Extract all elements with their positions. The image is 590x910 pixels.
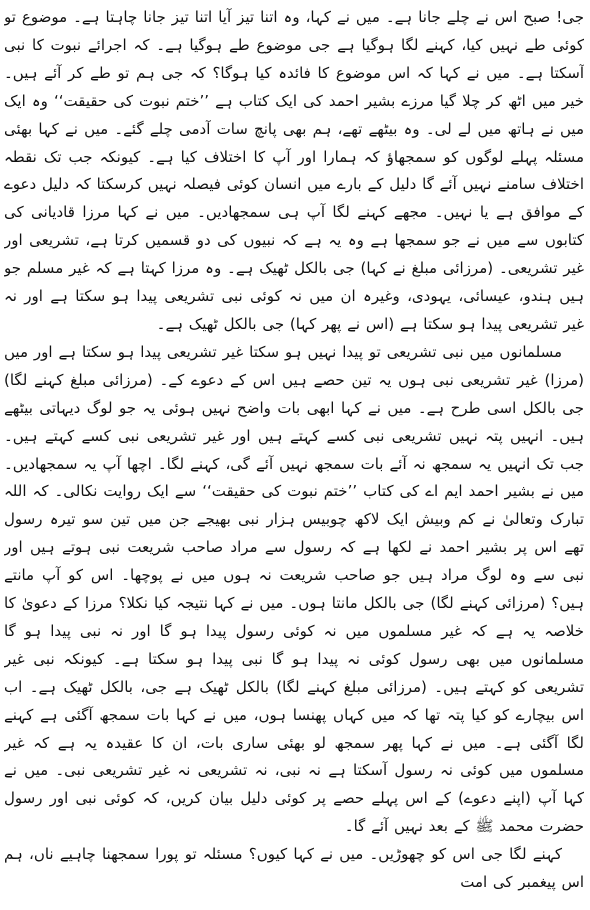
paragraph-1: جی! صبح اس نے چلے جانا ہے۔ میں نے کہا، وہ اتنا تیز آیا اتنا تیز جانا چاہتا ہے۔ موضوع تو کوئی طے نہیں کیا، کہنے لگا ہوگیا ہے جی موضوع طے ہوگیا ہے۔ کہ اجرائے نبوت کا نبی آسکتا ہے۔ میں نے کہا کہ اس موضوع کا فائدہ کیا ہوگا؟ کہ جی ہم تو طے کر آئے ہیں۔ خیر میں اٹھ کر چلا گیا مرزے بشیر احمد کی ایک کتاب ہے ’’ختم نبوت کی حقیقت‘‘ وہ ایک میں نے ہاتھ میں لے لی۔ وہ بیٹھے تھے، ہم بھی پانچ سات آدمی چلے گئے۔ میں نے کہا بھئی مسئلہ پہلے لوگوں کو سمجھاؤ کہ ہمارا اور آپ کا اختلاف کیا ہے۔ کیونکہ جب تک نقطہ اختلاف سامنے نہیں آئے گا دلیل کے بارے میں انسان کوئی فیصلہ نہیں کرسکتا کہ دلیل دعوے کے موافق ہے یا نہیں۔ مجھے کہنے لگا آپ ہی سمجھادیں۔ میں نے کہا مرزا قادیانی کی کتابوں سے میں نے جو سمجھا ہے وہ یہ ہے کہ نبیوں کی دو قسمیں کرتا ہے، تشریعی اور غیر تشریعی۔ (مرزائی مبلغ نے کہا) جی بالکل ٹھیک ہے۔ وہ مرزا کہتا ہے کہ غیر مسلم جو ہیں ہندو، عیسائی، یہودی، وغیرہ ان میں نہ کوئی نبی تشریعی پیدا ہو سکتا ہے اور نہ غیر تشریعی پیدا ہو سکتا ہے (اس نے پھر کہا) جی بالکل ٹھیک ہے۔ — [4, 8, 584, 333]
paragraph-3: کہنے لگا جی اس کو چھوڑیں۔ میں نے کہا کیوں؟ مسئلہ تو پورا سمجھنا چاہیے ناں، ہم اس پیغمبر کی امت — [4, 845, 584, 892]
document-page — [4, 4, 584, 906]
paragraph-2: مسلمانوں میں نبی تشریعی تو پیدا نہیں ہو سکتا غیر تشریعی پیدا ہو سکتا ہے اور میں (مرزا) غیر تشریعی نبی ہوں یہ تین حصے ہیں اس کے دعوے کے۔ (مرزائی مبلغ کہنے لگا) جی بالکل اسی طرح ہے۔ میں نے کہا ابھی بات واضح نہیں ہوئی یہ جو لوگ دیہاتی بیٹھے ہیں۔ انہیں پتہ نہیں تشریعی نبی کسے کہتے ہیں اور غیر تشریعی نبی کسے کہتے ہیں۔ جب تک انہیں یہ سمجھ نہ آئے بات سمجھ نہیں آئے گی، کہنے لگا۔ اچھا آپ یہ سمجھادیں۔ میں نے بشیر احمد ایم اے کی کتاب ’’ختم نبوت کی حقیقت‘‘ سے ایک روایت نکالی۔ کہ اللہ تبارک وتعالیٰ نے کم وبیش ایک لاکھ چوبیس ہزار نبی بھیجے جن میں تین سو تیرہ رسول تھے اس پر بشیر احمد نے لکھا ہے کہ رسول سے مراد صاحب شریعت نبی ہوتے ہیں اور نبی سے وہ لوگ مراد ہیں جو صاحب شریعت نہ ہوں میں نے پوچھا۔ اس کو آپ مانتے ہیں؟ (مرزائی کہنے لگا) جی بالکل مانتا ہوں۔ میں نے کہا نتیجہ کیا نکلا؟ مرزا کے دعویٰ کا خلاصہ یہ ہے کہ غیر مسلموں میں نہ کوئی رسول پیدا ہو گا اور نہ نبی پیدا ہو گا مسلمانوں میں بھی رسول کوئی نہ پیدا ہو گا نبی پیدا ہو سکتا ہے۔ کیونکہ نبی غیر تشریعی کو کہتے ہیں۔ (مرزائی مبلغ کہنے لگا) بالکل ٹھیک ہے جی، بالکل ٹھیک ہے۔ اب اس بیچارے کو کیا پتہ تھا کہ میں کہاں پھنسا ہوں، میں نے کہا بات سمجھ آگئی ہے کہنے لگا آگئی ہے۔ میں نے کہا پھر سمجھ لو بھئی ساری بات، ان کا عقیدہ یہ ہے کہ غیر مسلموں میں کوئی نہ رسول آسکتا ہے نہ نبی، نہ تشریعی نہ غیر تشریعی نبی۔ میں نے کہا آپ (اپنے دعوے) کے اس پہلے حصے پر کوئی دلیل بیان کریں، کہ کوئی نبی اور رسول حضرت محمد ﷺ کے بعد نہیں آئے گا۔ — [4, 342, 584, 836]
